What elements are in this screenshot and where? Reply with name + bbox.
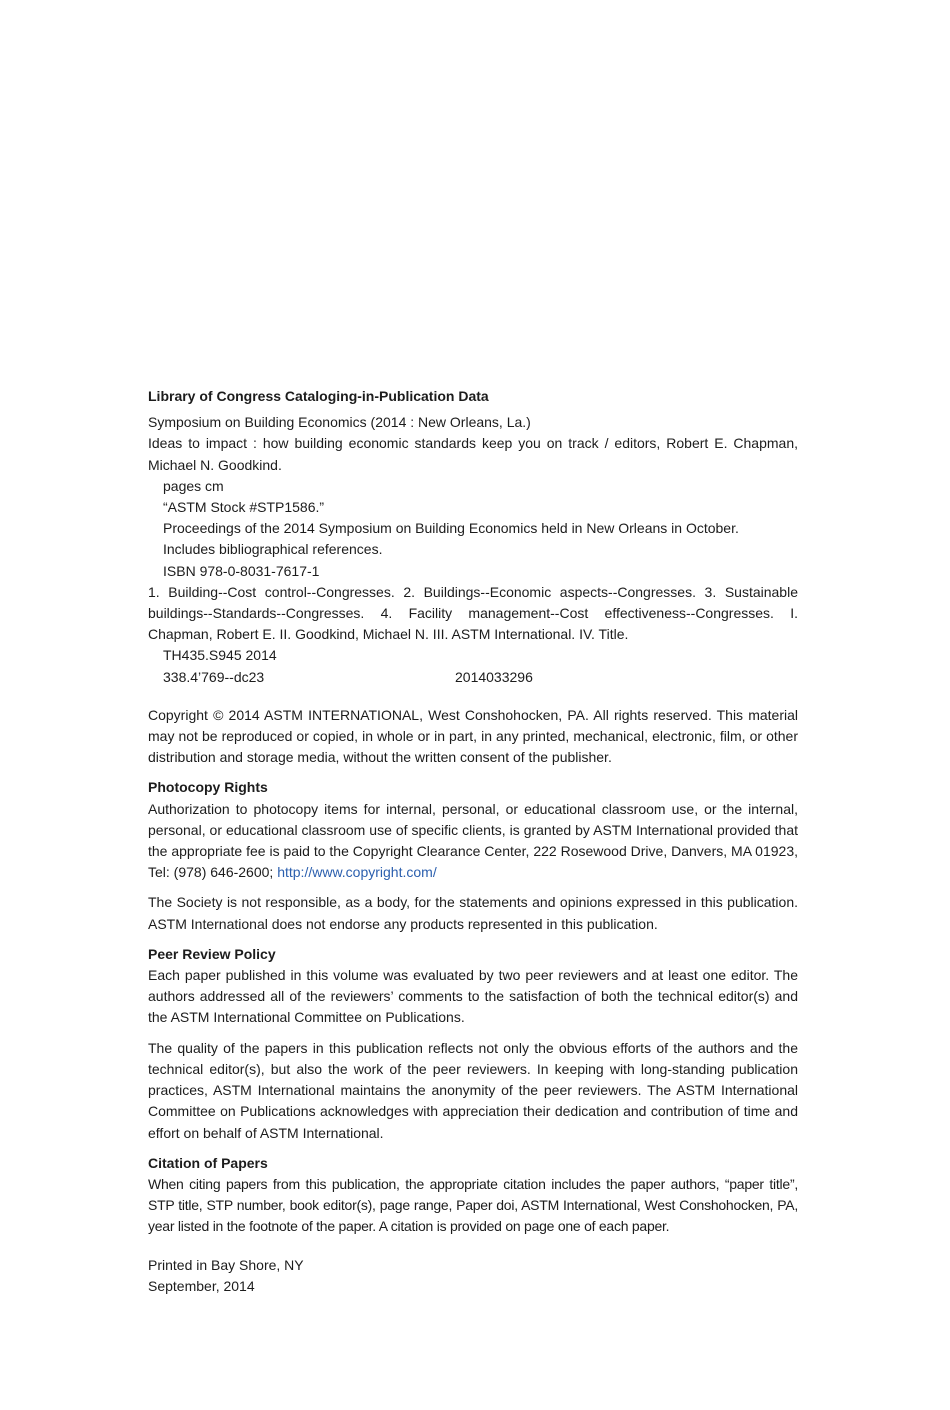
- photocopy-heading: Photocopy Rights: [148, 779, 268, 796]
- citation-text: When citing papers from this publication, the appropriate citation includes the paper authors, “paper title”, STP title, STP number, book editor(s), page range, Paper doi, ASTM International, West Conshohocken, PA, year listed in the footnote of the paper. A citation is provided on page one of each paper.: [148, 1175, 798, 1235]
- cip-title-statement: Ideas to impact : how building economic standards keep you on track / editors, Robert E. Chapman, Michael N. Goodkind.: [148, 435, 798, 473]
- citation-heading: Citation of Papers: [148, 1154, 268, 1171]
- cip-classification-row: [148, 667, 798, 688]
- cip-note-references: Includes bibliographical references.: [163, 541, 383, 558]
- cip-call-number: TH435.S945 2014: [163, 647, 277, 664]
- cip-heading: Library of Congress Cataloging-in-Publication Data: [148, 388, 489, 404]
- printing-location: Printed in Bay Shore, NY: [148, 1256, 304, 1273]
- cip-note-isbn: ISBN 978-0-8031-7617-1: [163, 562, 320, 579]
- cip-note-proceedings: Proceedings of the 2014 Symposium on Building Economics held in New Orleans in October.: [163, 520, 739, 537]
- photocopy-text: [148, 799, 798, 884]
- peer-review-section: [148, 944, 798, 1144]
- copyright-link[interactable]: http://www.copyright.com/: [277, 864, 437, 881]
- peer-review-paragraph-1: Each paper published in this volume was evaluated by two peer reviewers and at least one editor. The authors addressed all of the reviewers’ comments to the satisfaction of both the technical editor(s) and the ASTM International Committee on Publications.: [148, 967, 798, 1026]
- photocopy-body: Authorization to photocopy items for internal, personal, or educational classroom use, or the internal, personal, or educational classroom use of specific clients, is granted by ASTM International provided that the appropriate fee is paid to the Copyright Clearance Center, 222 Rosewood Drive, Danvers, MA 01923, Tel: (978) 646-2600;: [148, 800, 798, 881]
- cip-lccn: 2014033296: [455, 668, 533, 685]
- cip-dewey: 338.4’769--dc23: [163, 668, 265, 685]
- cip-note-pages: pages cm: [163, 477, 224, 494]
- peer-review-heading: Peer Review Policy: [148, 945, 276, 962]
- photocopy-section: [148, 777, 798, 883]
- cip-subjects: 1. Building--Cost control--Congresses. 2. Buildings--Economic aspects--Congresses. 3. Sustainable buildings--Standards--Congresses. 4. Facility management--Cost effectiveness--Congresses. I. Chapman, Robert E. II. Goodkind, Michael N. III. ASTM International. IV. Title.: [148, 583, 798, 643]
- cip-note-stock: “ASTM Stock #STP1586.”: [163, 499, 325, 516]
- cip-block: [148, 386, 798, 688]
- citation-section: [148, 1153, 798, 1238]
- printing-info: [148, 1255, 798, 1297]
- printing-date: September, 2014: [148, 1277, 255, 1294]
- copyright-notice: Copyright © 2014 ASTM INTERNATIONAL, West Conshohocken, PA. All rights reserved. This material may not be reproduced or copied, in whole or in part, in any printed, mechanical, electronic, film, or other distribution and storage media, without the written consent of the publisher.: [148, 706, 798, 766]
- copyright-page: [148, 386, 798, 1297]
- cip-main-entry: Symposium on Building Economics (2014 : New Orleans, La.): [148, 414, 531, 431]
- society-disclaimer: The Society is not responsible, as a body, for the statements and opinions expressed in this publication. ASTM International does not endorse any products represented in this publication.: [148, 894, 798, 932]
- peer-review-paragraph-2: The quality of the papers in this publication reflects not only the obvious efforts of the authors and the technical editor(s), but also the work of the peer reviewers. In keeping with long-standing publication practices, ASTM International maintains the anonymity of the peer reviewers. The ASTM International Committee on Publications acknowledges with appreciation their dedication and contribution of time and effort on behalf of ASTM International.: [148, 1039, 798, 1141]
